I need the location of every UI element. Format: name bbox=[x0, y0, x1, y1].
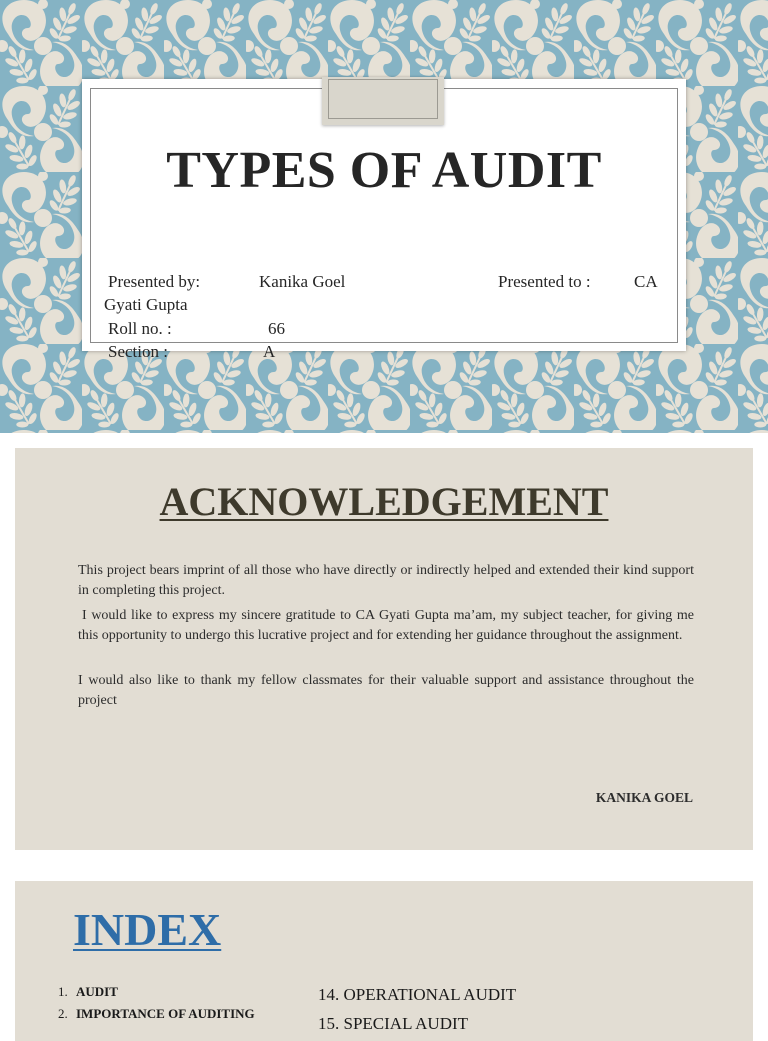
acknowledgement-paragraph: I would also like to thank my fellow classmates for their valuable support and assistance throughout the project bbox=[78, 673, 694, 708]
roll-number-value: 66 bbox=[268, 319, 285, 338]
acknowledgement-paragraph: I would like to express my sincere gratitude to CA Gyati Gupta ma’am, my subject teacher, for giving me this opportunity to undergo this lucrative project and for extending her guidance throughout the assignment. bbox=[78, 608, 694, 643]
section-value: A bbox=[263, 342, 276, 361]
index-item: 14. OPERATIONAL AUDIT bbox=[318, 985, 517, 1004]
title-card bbox=[82, 79, 686, 361]
title-slide bbox=[0, 0, 768, 433]
index-item-number: 2. bbox=[58, 1006, 68, 1021]
index-title: INDEX bbox=[73, 904, 222, 955]
presented-by-name: Kanika Goel bbox=[259, 272, 346, 291]
presented-to-name-continued: Gyati Gupta bbox=[104, 295, 188, 314]
signature: KANIKA GOEL bbox=[595, 790, 693, 805]
index-item-number: 1. bbox=[58, 984, 68, 999]
index-item: 15. SPECIAL AUDIT bbox=[318, 1014, 469, 1033]
section-label: Section : bbox=[108, 342, 168, 361]
presented-to-label: Presented to : bbox=[498, 272, 591, 291]
acknowledgement-title: ACKNOWLEDGEMENT bbox=[159, 479, 609, 524]
index-item bbox=[58, 984, 118, 1000]
presented-by-label: Presented by: bbox=[108, 272, 201, 291]
presented-to-name: CA bbox=[634, 272, 658, 291]
roll-number-label: Roll no. : bbox=[108, 319, 172, 338]
index-slide bbox=[15, 881, 753, 1041]
presentation-title: TYPES OF AUDIT bbox=[166, 142, 602, 199]
index-item-label: AUDIT bbox=[76, 984, 118, 999]
acknowledgement-paragraph: This project bears imprint of all those who have directly or indirectly helped and extended their kind support in completing this project. bbox=[78, 563, 694, 598]
index-item bbox=[58, 1006, 255, 1022]
acknowledgement-slide bbox=[15, 448, 753, 850]
index-item-label: IMPORTANCE OF AUDITING bbox=[76, 1006, 255, 1021]
title-card-tab bbox=[322, 77, 444, 125]
